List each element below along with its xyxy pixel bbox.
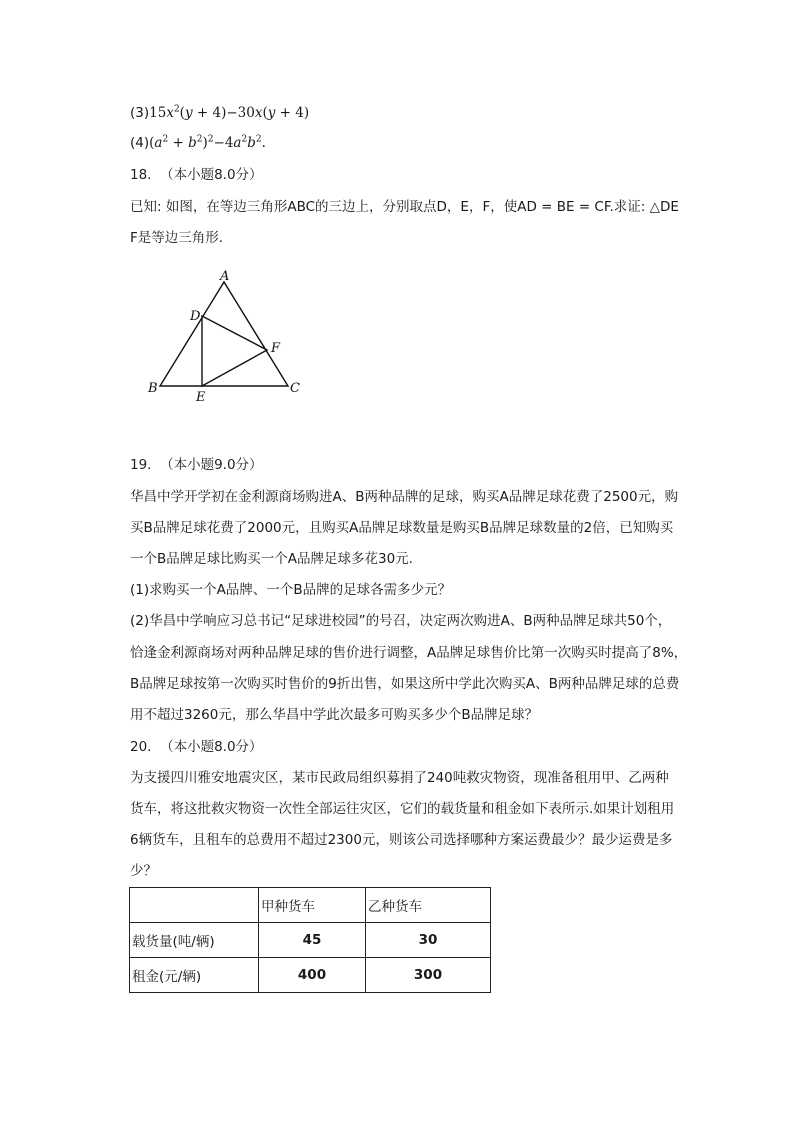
q20-line1: 为支援四川雅安地震灾区，某市民政局组织募捐了240吨救灾物资，现准备租用甲、乙两种 [130,770,669,786]
q20-line4: 少？ [130,863,157,879]
table-cell: 45 [259,923,366,958]
table-row [130,923,491,958]
q19-header: 19. （本小题9.0分） [130,457,263,473]
table-header-row [130,888,491,923]
q18-line2: F是等边三角形. [130,230,224,246]
table-cell: 300 [366,958,491,993]
q19-line4: (1)求购买一个A品牌、一个B品牌的足球各需多少元？ [130,582,452,598]
q19-line7: B品牌足球按第一次购买时售价的9折出售，如果这所中学此次购买A、B两种品牌足球的总费 [130,676,680,692]
q19-line5: (2)华昌中学响应习总书记“足球进校园”的号召，决定两次购进A、B两种品牌足球共50个， [130,613,672,629]
equilateral-triangle-figure [140,268,310,408]
q19-line2: 买B品牌足球花费了2000元，且购买A品牌足球数量是购买B品牌足球数量的2倍，已知购买 [130,520,674,536]
table-row-label: 租金(元/辆) [130,958,259,993]
table-cell: 30 [366,923,491,958]
triangle-def [202,316,267,386]
label-a: A [220,269,230,284]
q19-line6: 恰逢金利源商场对两种品牌足球的售价进行调整，A品牌足球售价比第一次购买时提高了8%， [130,645,688,661]
q18-header: 18. （本小题8.0分） [130,167,263,183]
q20-line2: 货车，将这批救灾物资一次性全部运往灾区，它们的载货量和租金如下表所示.如果计划租用 [130,801,675,817]
table-header-cell: 甲种货车 [259,888,366,923]
q19-line1: 华昌中学开学初在金利源商场购进A、B两种品牌的足球，购买A品牌足球花费了2500元，购 [130,489,679,505]
label-b: B [148,381,158,396]
q19-line3: 一个B品牌足球比购买一个A品牌足球多花30元. [130,551,413,567]
table-row-label: 载货量(吨/辆) [130,923,259,958]
truck-table [129,887,491,993]
triangle-abc [160,282,288,386]
q17-part4: $(4)(a^2 + b^2)^2-4a^2b^2$. [130,134,266,151]
q20-header: 20. （本小题8.0分） [130,739,263,755]
q20-line3: 6辆货车，且租车的总费用不超过2300元，则该公司选择哪种方案运费最少？最少运费是多 [130,832,673,848]
table-header-cell: 乙种货车 [366,888,491,923]
table-header-cell [130,888,259,923]
label-c: C [290,381,300,396]
table-cell: 400 [259,958,366,993]
label-d: D [190,309,201,324]
label-e: E [196,390,206,405]
q17-part3: $(3)15x^2(y + 4)-30x(y + 4)$ [130,104,310,121]
q18-line1: 已知: 如图，在等边三角形ABC的三边上，分别取点D，E，F，使AD = BE = CF.求证: △DE [130,199,679,215]
table-row [130,958,491,993]
q19-line8: 用不超过3260元，那么华昌中学此次最多可购买多少个B品牌足球？ [130,707,539,723]
label-f: F [271,341,281,356]
